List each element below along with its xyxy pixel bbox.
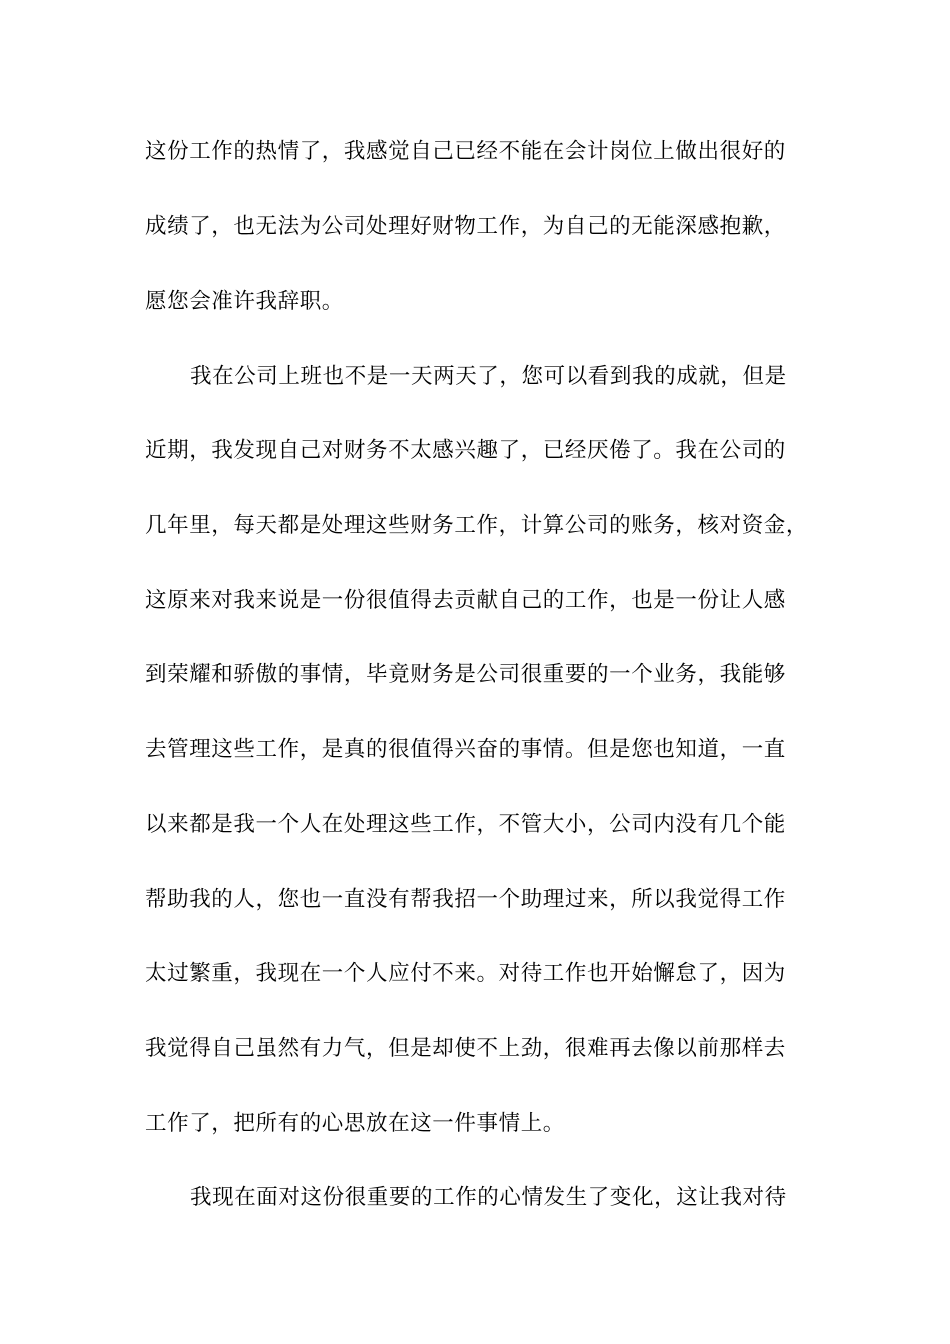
text-line: 以来都是我一个人在处理这些工作，不管大小，公司内没有几个能 (145, 812, 786, 837)
text-line: 工作了，把所有的心思放在这一件事情上。 (145, 1111, 565, 1136)
text-line: 成绩了，也无法为公司处理好财物工作，为自己的无能深感抱歉， (145, 214, 786, 239)
text-line: 这原来对我来说是一份很值得去贡献自己的工作，也是一份让人感 (145, 588, 786, 613)
text-line: 太过繁重，我现在一个人应付不来。对待工作也开始懈怠了，因为 (145, 961, 786, 986)
text-line: 帮助我的人，您也一直没有帮我招一个助理过来，所以我觉得工作 (145, 887, 786, 912)
text-line: 到荣耀和骄傲的事情，毕竟财务是公司很重要的一个业务，我能够 (145, 662, 786, 687)
paragraph-start-line: 我在公司上班也不是一天两天了，您可以看到我的成就，但是 (190, 364, 787, 389)
text-line: 几年里，每天都是处理这些财务工作，计算公司的账务，核对资金， (145, 513, 809, 538)
text-line: 愿您会准许我辞职。 (145, 289, 344, 314)
text-line: 近期，我发现自己对财务不太感兴趣了，已经厌倦了。我在公司的 (145, 438, 786, 463)
text-line: 去管理这些工作，是真的很值得兴奋的事情。但是您也知道，一直 (145, 737, 786, 762)
paragraph-start-line: 我现在面对这份很重要的工作的心情发生了变化，这让我对待 (190, 1185, 787, 1210)
text-line: 我觉得自己虽然有力气，但是却使不上劲，很难再去像以前那样去 (145, 1036, 786, 1061)
text-line: 这份工作的热情了，我感觉自己已经不能在会计岗位上做出很好的 (145, 139, 786, 164)
